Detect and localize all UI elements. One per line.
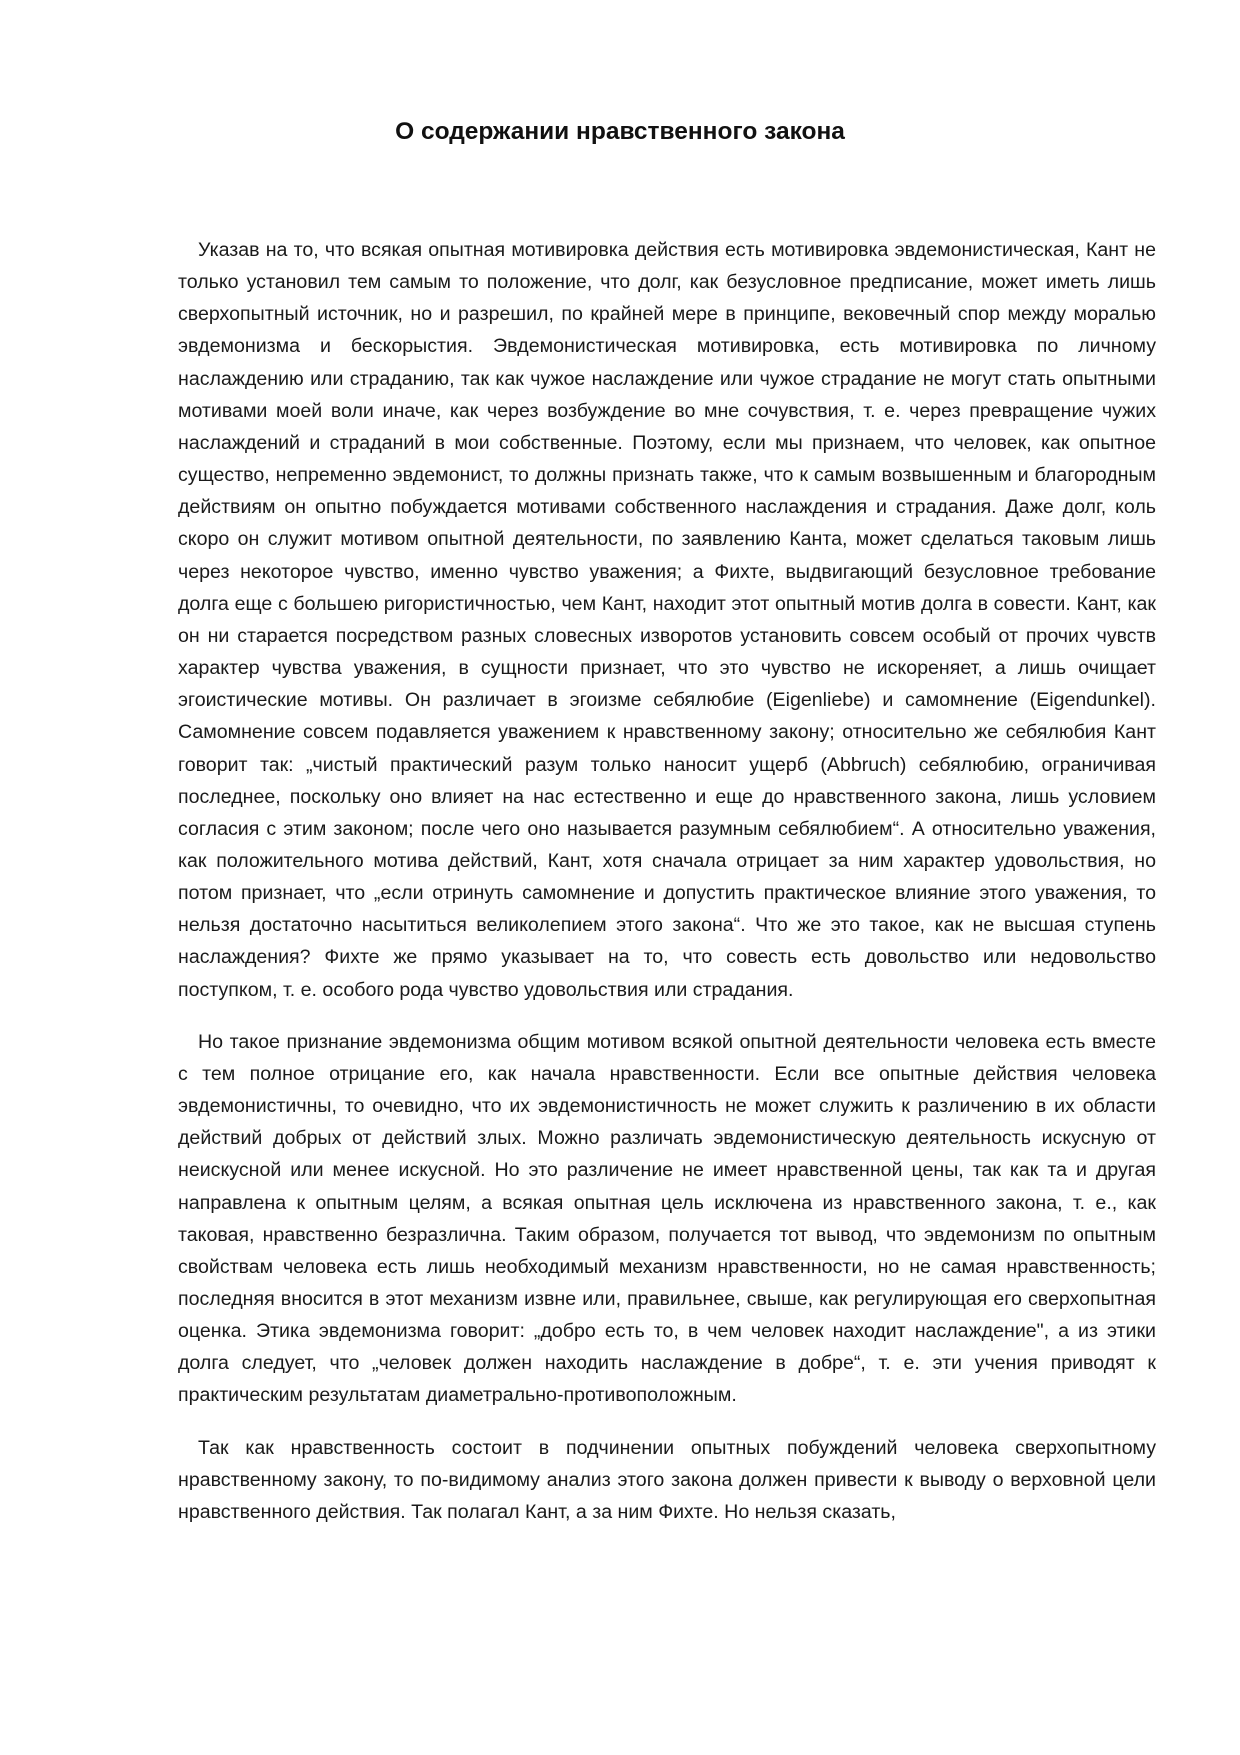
document-body <box>178 234 1156 1528</box>
paragraph-2: Но такое признание эвдемонизма общим мотивом всякой опытной деятельности человека есть вместе с тем полное отрицание его, как начала нравственности. Если все опытные действия человека эвдемонистичны, то очевидно, что их эвдемонистичность не может служить к различению в их области действий добрых от действий злых. Можно различать эвдемонистическую деятельность искусную от неискусной или менее искусной. Но это различение не имеет нравственной цены, так как та и другая направлена к опытным целям, а всякая опытная цель исключена из нравственного закона, т. е., как таковая, нравственно безразлична. Таким образом, получается тот вывод, что эвдемонизм по опытным свойствам человека есть лишь необходимый механизм нравственности, но не самая нравственность; последняя вносится в этот механизм извне или, правильнее, свыше, как регулирующая его сверхопытная оценка. Этика эвдемонизма говорит: „добро есть то, в чем человек находит наслаждение", а из этики долга следует, что „человек должен находить наслаждение в добре“, т. е. эти учения приводят к практическим результатам диаметрально-противоположным. <box>178 1030 1156 1407</box>
page-title: О содержании нравственного закона <box>395 118 845 145</box>
paragraph-1: Указав на то, что всякая опытная мотивировка действия есть мотивировка эвдемонистическая, Кант не только установил тем самым то положение, что долг, как безусловное предписание, может иметь лишь сверхопытный источник, но и разрешил, по крайней мере в принципе, вековечный спор между моралью эвдемонизма и бескорыстия. Эвдемонистическая мотивировка, есть мотивировка по личному наслаждению или страданию, так как чужое наслаждение или чужое страдание не могут стать опытными мотивами моей воли иначе, как через возбуждение во мне сочувствия, т. е. через превращение чужих наслаждений и страданий в мои собственные. Поэтому, если мы признаем, что человек, как опытное существо, непременно эвдемонист, то должны признать также, что к самым возвышенным и благородным действиям он опытно побуждается мотивами собственного наслаждения и страдания. Даже долг, коль скоро он служит мотивом опытной деятельности, по заявлению Канта, может сделаться таковым лишь через некоторое чувство, именно чувство уважения; а Фихте, выдвигающий безусловное требование долга еще с большею ригористичностью, чем Кант, находит этот опытный мотив долга в совести. Кант, как он ни старается посредством разных словесных изворотов установить совсем особый от прочих чувств характер чувства уважения, в сущности признает, что это чувство не искореняет, а лишь очищает эгоистические мотивы. Он различает в эгоизме себялюбие (Eigenliebe) и самомнение (Eigendunkel). Самомнение совсем подавляется уважением к нравственному закону; относительно же себялюбия Кант говорит так: „чистый практический разум только наносит ущерб (Abbruch) себялюбию, ограничивая последнее, поскольку оно влияет на нас естественно и еще до нравственного закона, лишь условием согласия с этим законом; после чего оно называется разумным себялюбием“. А относительно уважения, как положительного мотива действий, Кант, хотя сначала отрицает за ним характер удовольствия, но потом признает, что „если отринуть самомнение и допустить практическое влияние этого уважения, то нельзя достаточно насытиться великолепием этого закона“. Что же это такое, как не высшая ступень наслаждения? Фихте же прямо указывает на то, что совесть есть довольство или недовольство поступком, т. е. особого рода чувство удовольствия или страдания. <box>178 239 1156 1001</box>
paragraph-3: Так как нравственность состоит в подчинении опытных побуждений человека сверхопытному нравственному закону, то по-видимому анализ этого закона должен привести к выводу о верховной цели нравственного действия. Так полагал Кант, а за ним Фихте. Но нельзя сказать, <box>178 1436 1156 1523</box>
